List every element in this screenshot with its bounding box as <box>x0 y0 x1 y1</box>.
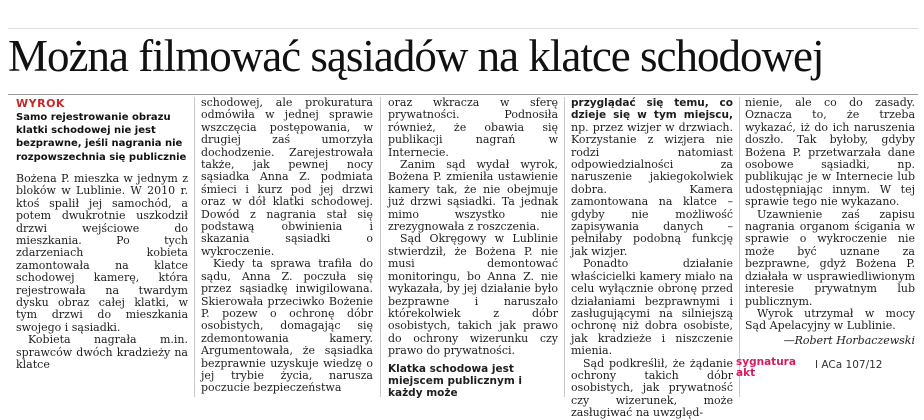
paragraph: Ponadto działanie właścicielki kamery miało na celu wyłącznie obronę przed działaniami bezprawnymi i zasługującymi na silniejszą ochronę niż dobra osobiste, jak kradzieże i niszczenie mienia. <box>571 257 733 358</box>
paragraph: Uzawnienie zaś zapisu nagrania organom ścigania w sprawie o wykroczenie nie może być uznane za bezprawne, gdyż Bożena P. działała w usprawiedliwionym interesie prywatnym lub publicznym. <box>745 207 915 308</box>
paragraph: Kobieta nagrała m.in. sprawców dwóch kradzieży na klatce <box>16 333 188 372</box>
paragraph: Zanim sąd wydał wyrok, Bożena P. zmieniła ustawienie kamery tak, że nie obejmuje już drzwi sąsiadki. Ta jednak mimo wszystko nie zrezygnowała z roszczenia. <box>388 158 558 234</box>
lead-paragraph: Samo rejestrowanie obrazu klatki schodowej nie jest bezprawne, jeśli nagrania nie rozpowszechnia się publicznie <box>16 112 187 163</box>
paragraph: Wyrok utrzymał w mocy Sąd Apelacyjny w Lublinie. <box>745 306 915 333</box>
paragraph: oraz wkracza w sferę prywatności. Podnosiła również, że obawia się publikacji nagrań w Internecie. <box>388 96 558 159</box>
subhead-continued: przyglądać się temu, co dzieje się w tym miejscu, <box>571 97 733 122</box>
column-4 <box>571 97 733 420</box>
signature-label: sygnatura akt <box>736 356 796 379</box>
author-byline: —Robert Horbaczewski <box>783 333 915 347</box>
headline: Można filmować sąsiadów na klatce schodowej <box>8 31 824 81</box>
paragraph: nienie, ale co do zasady. Oznacza to, że trzeba wykazać, iż do ich naruszenia doszło. Tak byłoby, gdyby Bożena P. przetwarzała dane osobowe sąsiadki, np. publikując je w Internecie lub udostępniając innym. W tej sprawie tego nie wykazano. <box>745 96 915 209</box>
column-5 <box>745 97 915 347</box>
column-2 <box>201 97 373 395</box>
subhead: Klatka schodowa jest miejscem publicznym i każdy może <box>388 362 523 400</box>
column-1 <box>16 173 188 372</box>
column-divider <box>739 97 740 397</box>
column-divider <box>194 97 195 397</box>
paragraph: Sąd podkreślił, że żądanie ochrony takich dóbr osobistych, jak prywatność czy wizerunek, może zasługiwać na uwzględ- <box>571 356 733 420</box>
column-3 <box>388 97 558 400</box>
paragraph: np. przez wizjer w drzwiach. Korzystanie z wizjera nie rodzi natomiast odpowiedzialności za naruszenie jakiegokolwiek dobra. Kamera zamontowana na klatce – gdyby nie możliwość zapisywania danych – pełniłaby podobną funkcję jak wizjer. <box>571 120 733 258</box>
paragraph: Sąd Okręgowy w Lublinie stwierdził, że Bożena P. nie musi demontować monitoringu, bo Anna Z. nie wykazała, by jej działanie było bezprawne i naruszało którekolwiek z dóbr osobistych, takich jak prawo do ochrony wizerunku czy prawo do prywatności. <box>388 232 558 358</box>
column-divider <box>564 97 565 397</box>
section-label: WYROK <box>16 97 65 110</box>
paragraph: Kiedy ta sprawa trafiła do sądu, Anna Z. poczuła się przez sąsiadkę inwigilowana. Skierowała przeciwko Bożenie P. pozew o ochronę dóbr osobistych, domagając się zdemontowania kamery. Argumentowała, że sąsiadka bezprawnie uzyskuje wiedzę o jej trybie życia, narusza poczucie bezpieczeństwa <box>201 257 373 395</box>
paragraph: schodowej, ale prokuratura odmówiła w jednej sprawie wszczęcia postępowania, w drugiej zaś umorzyła dochodzenie. Zarejestrowała także, jak pewnej nocy sąsiadka Anna Z. podmiata śmieci i kurz pod jej drzwi oraz w dół klatki schodowej. Dowód z nagrania stał się podstawą obwinienia i skazania sąsiadki o wykroczenie. <box>201 96 373 258</box>
top-divider <box>8 28 918 29</box>
column-divider <box>380 97 381 397</box>
headline-rule <box>8 94 918 95</box>
signature-code: I ACa 107/12 <box>815 359 883 371</box>
paragraph: Bożena P. mieszka w jednym z bloków w Lublinie. W 2010 r. ktoś spalił jej samochód, a potem dwukrotnie uszkodził drzwi wejściowe do mieszkania. Po tych zdarzeniach kobieta zamontowała na klatce schodowej kamerę, która rejestrowała na twardym dysku obraz całej klatki, w tym drzwi do mieszkania swojego i sąsiadki. <box>16 172 188 334</box>
